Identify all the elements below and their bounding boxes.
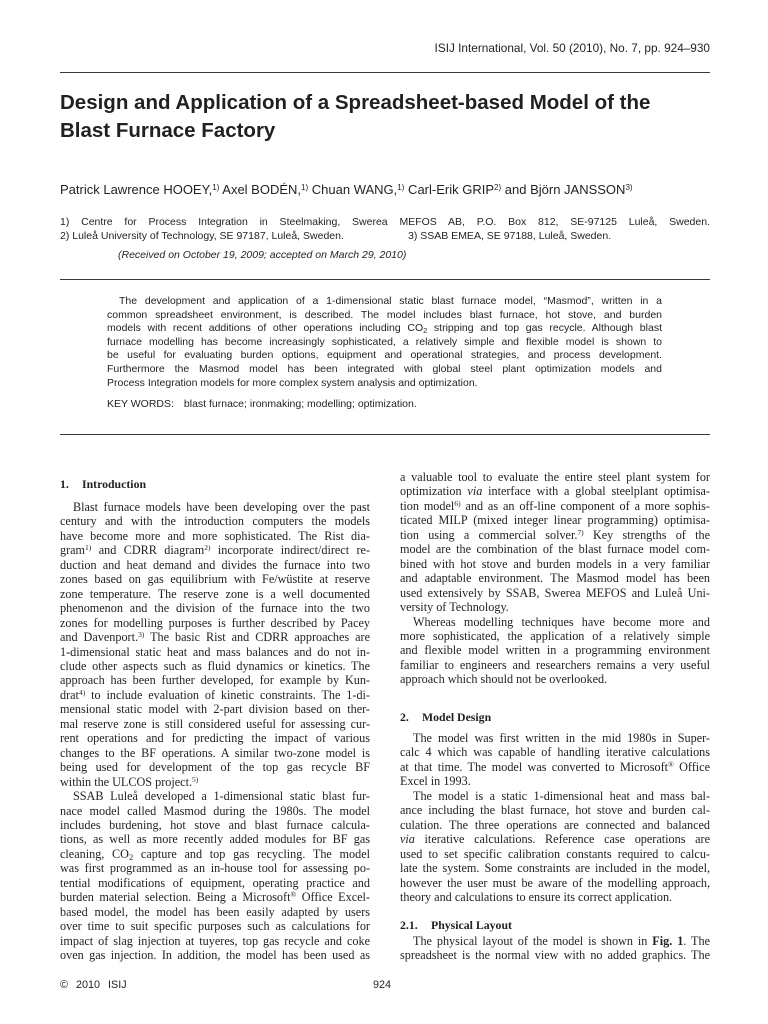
text-run: stripping and top gas recycle. Although blast: [427, 322, 662, 335]
text-line: [107, 349, 662, 363]
text-line: [60, 500, 370, 514]
text-line: [60, 934, 370, 948]
text-run: culation. The three operations are connected and balanced: [400, 817, 710, 832]
text-run: and as an off-line component of a more sophis-: [460, 498, 710, 513]
text-run: and flexible model written in a programming environment: [400, 643, 710, 658]
text-line: [60, 890, 370, 904]
text-line: [400, 731, 710, 745]
text-run: tion model: [400, 498, 455, 513]
text-line: [60, 558, 370, 572]
text-run: and Davenport.: [60, 630, 139, 645]
text-line: [400, 528, 710, 542]
italic-text: via: [400, 832, 415, 847]
text-run: century and with the introduction computers the models: [60, 514, 370, 529]
text-run: have become more and more sophisticated. The Rist dia-: [60, 528, 370, 543]
text-run: and adaptable environment. The Masmod model has been: [400, 571, 710, 586]
text-run: impact of slag injection at tuyeres, top gas recycle and coke: [60, 933, 370, 948]
text-run: gram: [60, 543, 86, 558]
text-run: The development and application of a 1-dimensional static blast furnace model, “Masmod”, written in a: [119, 295, 662, 307]
text-line: [60, 847, 370, 861]
text-run: versity of Technology.: [400, 600, 509, 615]
text-run: duction and heat demand and divides the furnace into two: [60, 557, 370, 572]
paragraph: [60, 500, 370, 789]
text-run: Key strengths of the: [583, 527, 710, 542]
text-run: approach has been further developed, for example by Kun-: [60, 673, 370, 688]
text-run: nace model called Masmod during the 1980s. The model: [60, 803, 370, 818]
text-run: Furthermore the Masmod model has been integrated with global steel plant optimization models and: [107, 362, 662, 375]
keywords: [107, 397, 417, 411]
text-run: ticated MILP (mixed integer linear programming) optimisa-: [400, 513, 710, 528]
text-run: Excel in 1993.: [400, 774, 471, 789]
text-line: [400, 861, 710, 875]
superscript: 6): [454, 499, 461, 509]
text-line: [60, 587, 370, 601]
text-line: [400, 571, 710, 585]
text-run: Chuan WANG,: [308, 182, 398, 197]
copyright-symbol: ©: [60, 979, 68, 991]
text-run: Blast furnace models have been developing over the past: [73, 500, 370, 514]
superscript: 5): [192, 774, 199, 784]
text-line: [60, 601, 370, 615]
title-line: Blast Furnace Factory: [60, 119, 276, 142]
author-list: [60, 182, 633, 198]
paragraph: [400, 934, 710, 963]
superscript: ®: [668, 760, 674, 770]
text-run: includes burdening, hot stove and blast furnace calcula-: [60, 817, 370, 832]
text-run: spreadsheet is the normal view with no added graphics. The: [400, 948, 710, 963]
footer-copyright: [60, 978, 127, 992]
text-run: zone temperature. The reserve zone is a well documented: [60, 586, 370, 601]
text-run: tion using a commercial solver.: [400, 527, 578, 542]
superscript: 1): [397, 182, 405, 192]
text-run: phenomenon and the division of the furnace into the two: [60, 601, 370, 616]
text-run: at that time. The model was converted to Microsoft: [400, 759, 669, 774]
section-title: Physical Layout: [431, 918, 512, 932]
paragraph: [107, 295, 662, 390]
text-line: [107, 363, 662, 377]
received-dates: (Received on October 19, 2009; accepted on March 29, 2010): [118, 249, 407, 261]
text-run: however the user must be aware of the modelling approach,: [400, 875, 710, 890]
text-line: [400, 760, 710, 774]
text-line: [60, 804, 370, 818]
text-line: [60, 659, 370, 673]
text-run: Carl-Erik GRIP: [404, 182, 494, 197]
text-line: [60, 746, 370, 760]
subscript: 2: [423, 326, 428, 336]
superscript: 2): [494, 182, 502, 192]
text-run: The model was first written in the mid 1980s in Super-: [413, 731, 710, 745]
text-run: drat: [60, 687, 79, 702]
text-line: [400, 658, 710, 672]
text-line: [60, 760, 370, 774]
text-line: [107, 295, 662, 309]
section-title: Model Design: [422, 710, 492, 724]
text-line: [60, 919, 370, 933]
subscript: 2: [128, 852, 134, 862]
superscript: 7): [577, 528, 584, 538]
text-line: [400, 615, 710, 629]
text-line: [400, 557, 710, 571]
text-run: furnace modelling has become increasingly sophisticated, a relatively simple and flexible model is shown to: [107, 335, 662, 348]
text-run: being used for development of the top gas recycle BF: [60, 760, 370, 775]
text-run: be useful for evaluating burden options, equipment and operational strategies, and process development.: [107, 349, 662, 362]
text-line: [60, 905, 370, 919]
affiliation-3: 3) SSAB EMEA, SE 97188, Luleå, Sweden.: [408, 230, 612, 242]
text-line: [107, 322, 662, 336]
text-run: within the ULCOS project.: [60, 774, 193, 789]
text-run: theory and calculations to ensure its correct application.: [400, 889, 673, 904]
text-line: [60, 948, 370, 962]
text-run: a valuable tool to evaluate the entire steel plant system for: [400, 470, 710, 484]
text-line: [60, 818, 370, 832]
text-line: [60, 673, 370, 687]
copyright-year: 2010: [75, 979, 100, 991]
text-line: [400, 643, 710, 657]
text-run: rent operations and for predicting the impact of various: [60, 731, 370, 746]
text-run: Office: [673, 759, 710, 774]
section-number: 1.: [60, 477, 69, 491]
superscript: 4): [78, 688, 86, 698]
text-run: mal reserve zone is still considered useful for assessing cur-: [60, 716, 370, 731]
keywords-value: blast furnace; ironmaking; modelling; optimization.: [183, 398, 417, 410]
text-line: [60, 775, 370, 789]
text-run: approach which should not be overlooked.: [400, 672, 608, 687]
text-run: Patrick Lawrence HOOEY,: [60, 182, 213, 197]
text-line: [400, 499, 710, 513]
section-number: 2.: [400, 710, 409, 724]
model-design-body: [400, 731, 710, 904]
text-run: tions, as well as more recently added modules for BF gas: [60, 832, 370, 847]
text-line: [400, 890, 710, 904]
text-run: more sophisticated, the application of a relatively simple: [400, 628, 710, 643]
text-line: [400, 832, 710, 846]
text-run: The model is a static 1-dimensional heat and mass bal-: [413, 788, 710, 803]
text-run: Whereas modelling techniques have become more and: [413, 614, 710, 629]
text-run: over time to suit specific purposes such as calculations for: [60, 919, 370, 934]
text-run: and CDRR diagram: [91, 543, 205, 558]
text-run: . The: [683, 934, 710, 948]
text-line: [60, 731, 370, 745]
superscript: 3): [625, 182, 633, 192]
text-line: [400, 484, 710, 498]
right-column-intro-body: [400, 470, 710, 687]
page-number: 924: [373, 979, 392, 991]
text-run: changes to the BF operations. A similar two-zone model is: [60, 745, 370, 760]
text-run: cleaning, CO: [60, 846, 129, 861]
text-run: SSAB Luleå developed a 1-dimensional static blast fur-: [73, 789, 370, 804]
text-line: [60, 702, 370, 716]
paragraph: [60, 789, 370, 962]
text-run: oven gas injection. In addition, the model has been used as: [60, 948, 370, 963]
text-run: burden material selection. Being a Microsoft: [60, 890, 291, 905]
text-line: [60, 630, 370, 644]
text-run: model are the combination of the blast furnace model com-: [400, 542, 710, 557]
text-run: to include evaluation of kinetic constraints. The 1-di-: [85, 687, 370, 702]
text-line: [60, 529, 370, 543]
journal-citation: ISIJ International, Vol. 50 (2010), No. 7, pp. 924–930: [434, 41, 710, 55]
text-line: [60, 572, 370, 586]
header-rule: [60, 72, 710, 73]
text-line: [60, 832, 370, 846]
paragraph: [400, 470, 710, 615]
keywords-label: KEY WORDS:: [107, 398, 174, 410]
text-line: [400, 789, 710, 803]
text-run: late the system. Some constraints are included in the model,: [400, 861, 710, 876]
section-heading-introduction: [60, 477, 146, 491]
bold-text: Fig. 1: [652, 934, 684, 948]
text-line: [400, 586, 710, 600]
section-heading-physical-layout: [400, 918, 512, 932]
text-run: capture and top gas recycling. The model: [133, 846, 370, 861]
abstract: [107, 295, 662, 390]
paragraph: [400, 615, 710, 687]
text-line: [400, 629, 710, 643]
title-line: Design and Application of a Spreadsheet-based Model of the: [60, 91, 651, 114]
text-run: used extensively by SSAB, Swerea MEFOS and Luleå Uni-: [400, 585, 710, 600]
text-line: [400, 600, 710, 614]
superscript: 1): [301, 182, 309, 192]
text-run: common spreadsheet environment, is described. The model includes blast furnace, hot stove, and burden: [107, 308, 662, 321]
text-line: [60, 876, 370, 890]
text-line: [60, 645, 370, 659]
text-line: [107, 309, 662, 323]
text-line: [400, 948, 710, 962]
text-run: and Björn JANSSON: [501, 182, 626, 197]
text-line: [107, 377, 662, 391]
left-column-body: [60, 500, 370, 963]
text-line: [60, 543, 370, 557]
text-line: [400, 876, 710, 890]
text-run: models with recent additions of other operations including CO: [107, 322, 424, 335]
text-line: [400, 803, 710, 817]
superscript: 1): [212, 182, 220, 192]
text-run: zones based on gas equilibrium with Fe/wüstite at reserve: [60, 572, 370, 587]
affiliation-1: 1) Centre for Process Integration in Steelmaking, Swerea MEFOS AB, P.O. Box 812, SE-97125 Luleå, Sweden.: [60, 216, 710, 228]
superscript: 3): [138, 630, 145, 640]
text-line: [400, 672, 710, 686]
text-line: [107, 336, 662, 350]
text-line: [60, 717, 370, 731]
text-run: interface with a global steelplant optimisa-: [482, 484, 710, 499]
text-run: Axel BODÉN,: [219, 182, 302, 197]
text-line: [60, 616, 370, 630]
abstract-bottom-rule: [60, 434, 710, 435]
paper-title: [60, 89, 650, 145]
text-run: clude other aspects such as fluid dynamics or kinetics. The: [60, 658, 370, 673]
text-line: [400, 513, 710, 527]
text-run: used to set specific calibration constants required to calcu-: [400, 846, 710, 861]
section-number: 2.1.: [400, 918, 418, 932]
text-run: calc 4 which was capable of handling iterative calculations: [400, 745, 710, 760]
text-run: 1-dimensional static heat and mass balances and do not in-: [60, 644, 370, 659]
text-line: [400, 934, 710, 948]
text-line: [400, 745, 710, 759]
physical-layout-body: [400, 934, 710, 963]
text-run: The basic Rist and CDRR approaches are: [144, 630, 371, 645]
superscript: 2): [204, 543, 211, 553]
italic-text: via: [467, 484, 483, 499]
text-line: [400, 774, 710, 788]
text-run: tential modifications of equipment, operating practice and: [60, 875, 370, 890]
text-line: [60, 789, 370, 803]
text-run: The physical layout of the model is shown in: [413, 934, 653, 948]
text-run: iterative calculations. Reference case operations are: [414, 832, 710, 847]
text-run: based model, the model has been easily adapted by users: [60, 904, 370, 919]
affiliation-2: 2) Luleå University of Technology, SE 97187, Luleå, Sweden.: [60, 230, 344, 242]
text-line: [60, 861, 370, 875]
paragraph: [400, 731, 710, 789]
text-line: [60, 688, 370, 702]
text-line: [400, 818, 710, 832]
text-run: optimization: [400, 484, 468, 499]
text-line: [400, 470, 710, 484]
text-run: was first programmed as an in-house tool for assessing po-: [60, 861, 370, 876]
text-run: zones for modelling purposes is further described by Pacey: [60, 615, 370, 630]
text-run: mensional static model with 2-part division based on ther-: [60, 702, 370, 717]
text-run: ance including the blast furnace, hot stove and burden cal-: [400, 803, 710, 818]
text-line: [400, 847, 710, 861]
text-run: Process Integration models for more complex system analysis and optimization.: [107, 376, 478, 389]
section-title: Introduction: [82, 477, 147, 491]
text-run: Office Excel-: [296, 890, 370, 905]
copyright-publisher: ISIJ: [108, 979, 127, 991]
paragraph: [400, 789, 710, 905]
superscript: 1): [85, 543, 92, 553]
text-line: [60, 514, 370, 528]
superscript: ®: [290, 890, 297, 900]
text-line: [400, 542, 710, 556]
text-run: familiar to engineers and researchers remains a very useful: [400, 657, 710, 672]
section-heading-model-design: [400, 710, 491, 724]
abstract-top-rule: [60, 279, 710, 280]
text-run: bined with hot stove and burden models in a very familiar: [400, 556, 710, 571]
text-run: incorporate indirect/direct re-: [210, 543, 371, 558]
